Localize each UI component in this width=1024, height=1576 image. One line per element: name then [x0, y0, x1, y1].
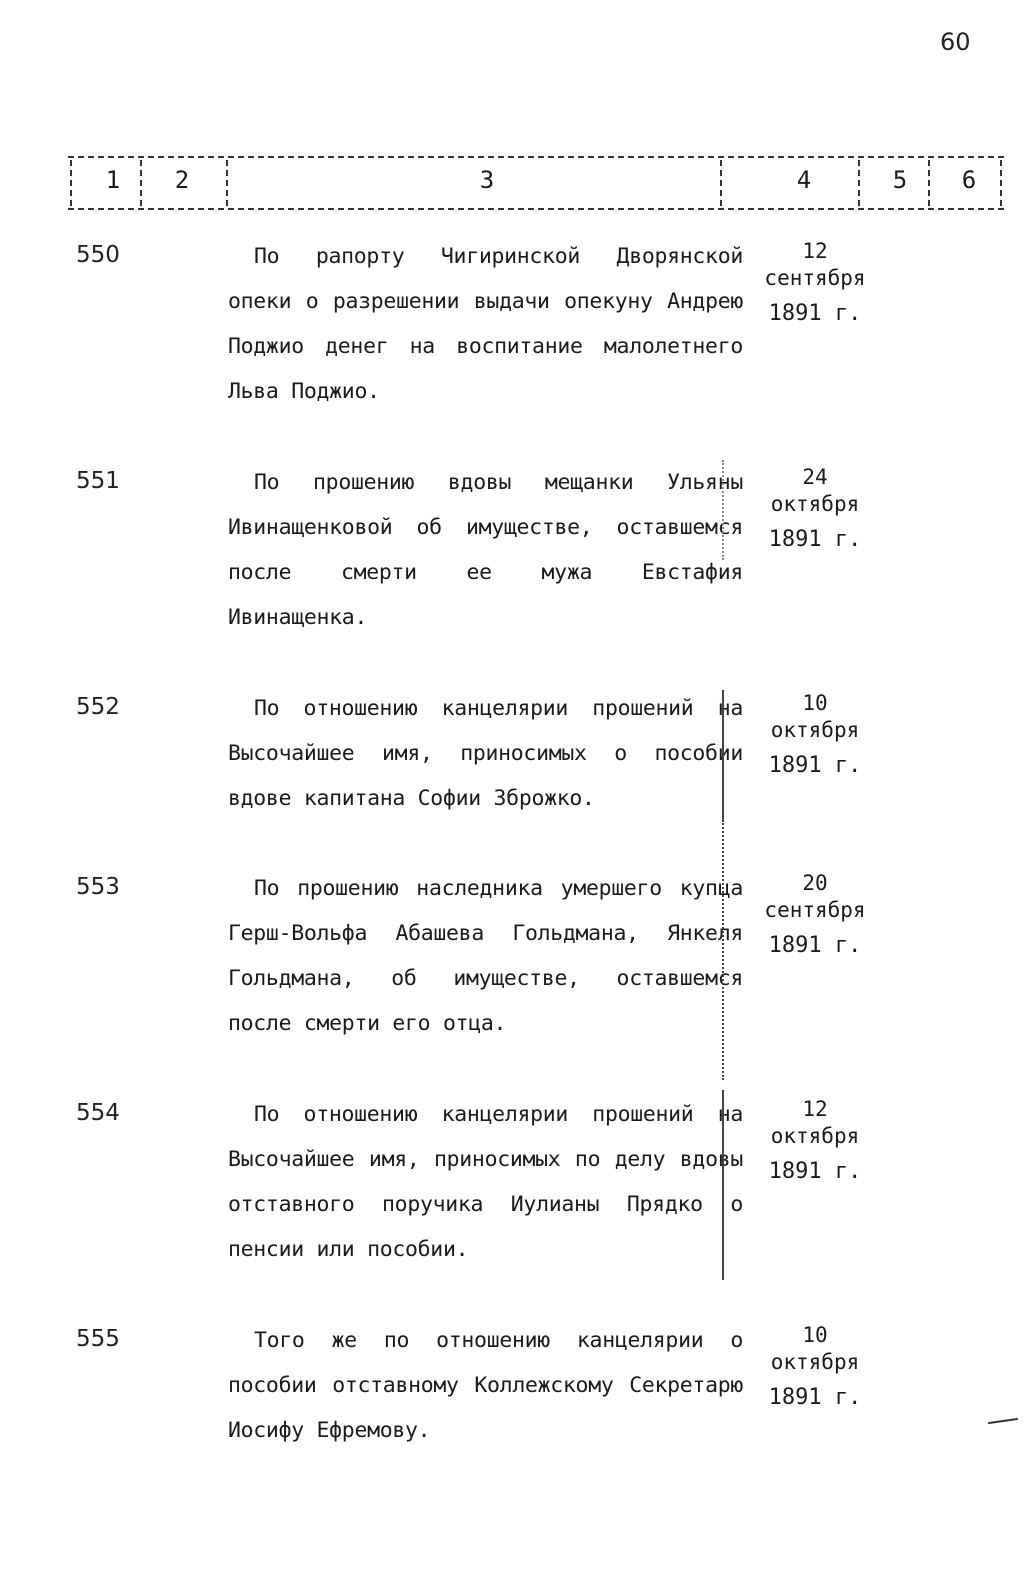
entry-month: октября	[770, 1124, 860, 1148]
entry-month: сентября	[764, 266, 866, 290]
column-rule	[722, 690, 724, 820]
entry-date	[745, 690, 885, 779]
entry-description: Того же по отношению канцелярии о пособии отставному Коллежскому Секретарю Иосифу Ефремову.	[228, 1328, 743, 1443]
entry-year: 1891 г.	[768, 1159, 862, 1184]
entry-day: 12	[802, 239, 828, 263]
entry-date	[745, 1322, 885, 1411]
page-number: 60	[940, 28, 971, 56]
column-separator	[70, 160, 72, 206]
column-header-3: 3	[479, 166, 495, 194]
column-rule	[722, 1090, 724, 1280]
entry-number: 550	[76, 242, 120, 268]
column-separator	[1000, 160, 1002, 206]
entry-year: 1891 г.	[768, 301, 862, 326]
column-rule	[722, 460, 724, 560]
column-separator	[858, 160, 860, 206]
column-separator	[140, 160, 142, 206]
column-separator	[928, 160, 930, 206]
column-header-1: 1	[105, 166, 121, 194]
entry-year: 1891 г.	[768, 527, 862, 552]
entry-month: октября	[770, 1350, 860, 1374]
entry-description: По прошению наследника умершего купца Герш-Вольфа Абашева Гольдмана, Янкеля Гольдмана, об имуществе, оставшемся после смерти его отца.	[228, 876, 743, 1036]
entry-day: 24	[802, 465, 828, 489]
entry-number: 553	[76, 874, 120, 900]
margin-mark	[988, 1418, 1018, 1424]
entry-number: 555	[76, 1326, 120, 1352]
column-separator	[226, 160, 228, 206]
column-separator	[720, 160, 722, 206]
entry-number: 551	[76, 468, 120, 494]
entry-number: 554	[76, 1100, 120, 1126]
entry-description: По отношению канцелярии прошений на Высочайшее имя, приносимых о пособии вдове капитана Софии Зброжко.	[228, 696, 743, 811]
column-header-6: 6	[961, 166, 977, 194]
entry-month: сентября	[764, 898, 866, 922]
entry-description: По прошению вдовы мещанки Ульяны Ивинащенковой об имуществе, оставшемся после смерти ее мужа Евстафия Ивинащенка.	[228, 470, 743, 630]
entry-date	[745, 464, 885, 553]
entry-year: 1891 г.	[768, 753, 862, 778]
entry-description: По отношению канцелярии прошений на Высочайшее имя, приносимых по делу вдовы отставного поручика Иулианы Прядко о пенсии или пособии.	[228, 1102, 743, 1262]
entry-year: 1891 г.	[768, 933, 862, 958]
entry-day: 10	[802, 1323, 828, 1347]
entry-month: октября	[770, 492, 860, 516]
entry-date	[745, 1096, 885, 1185]
entry-year: 1891 г.	[768, 1385, 862, 1410]
entry-day: 10	[802, 691, 828, 715]
entry-date	[745, 238, 885, 327]
column-header-4: 4	[796, 166, 812, 194]
entry-day: 20	[802, 871, 828, 895]
column-header-band	[68, 156, 1004, 210]
entry-month: октября	[770, 718, 860, 742]
entry-number: 552	[76, 694, 120, 720]
column-header-5: 5	[892, 166, 908, 194]
column-rule	[722, 820, 724, 1080]
column-header-2: 2	[174, 166, 190, 194]
entry-day: 12	[802, 1097, 828, 1121]
entry-description: По рапорту Чигиринской Дворянской опеки о разрешении выдачи опекуну Андрею Поджио денег на воспитание малолетнего Льва Поджио.	[228, 244, 743, 404]
entry-date	[745, 870, 885, 959]
